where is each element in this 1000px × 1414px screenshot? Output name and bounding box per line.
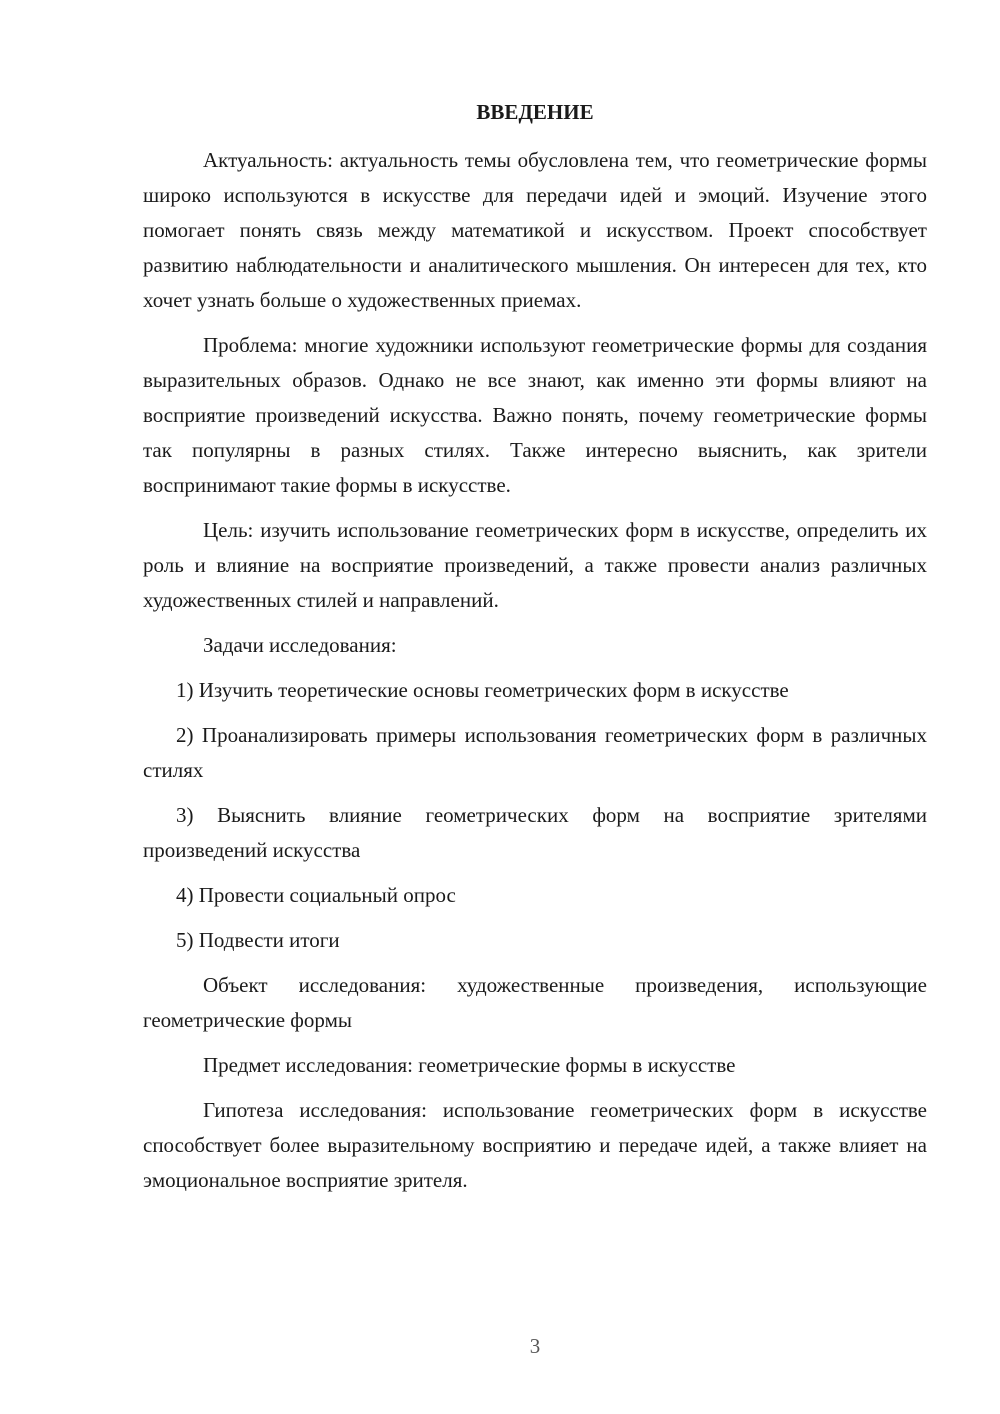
paragraph-subject: Предмет исследования: геометрические формы в искусстве (203, 1053, 736, 1077)
task-item-4: 4) Провести социальный опрос (176, 883, 456, 907)
task-item-5: 5) Подвести итоги (176, 928, 340, 952)
task-item-2: 2) Проанализировать примеры использования геометрических форм в различных стилях (143, 723, 927, 782)
task-item-3: 3) Выяснить влияние геометрических форм на восприятие зрителями произведений искусства (143, 803, 927, 862)
task-item-1: 1) Изучить теоретические основы геометрических форм в искусстве (176, 678, 789, 702)
page-number: 3 (529, 1334, 541, 1358)
page-title: ВВЕДЕНИЕ (476, 100, 594, 124)
paragraph-problem: Проблема: многие художники используют геометрические формы для создания выразительных образов. Однако не все знают, как именно эти формы влияют на восприятие произведений искусства. Важно понять, почему геометрические формы так популярны в разных стилях. Также интересно выяснить, как зрители воспринимают такие формы в искусстве. (143, 333, 927, 497)
paragraph-hypothesis: Гипотеза исследования: использование геометрических форм в искусстве способствует более выразительному восприятию и передаче идей, а также влияет на эмоциональное восприятие зрителя. (143, 1098, 927, 1192)
body-text (143, 143, 927, 1208)
paragraph-relevance: Актуальность: актуальность темы обусловлена тем, что геометрические формы широко используются в искусстве для передачи идей и эмоций. Изучение этого помогает понять связь между математикой и искусством. Проект способствует развитию наблюдательности и аналитического мышления. Он интересен для тех, кто хочет узнать больше о художественных приемах. (143, 148, 927, 312)
paragraph-goal: Цель: изучить использование геометрических форм в искусстве, определить их роль и влияние на восприятие произведений, а также провести анализ различных художественных стилей и направлений. (143, 518, 927, 612)
paragraph-object: Объект исследования: художественные произведения, использующие геометрические формы (143, 973, 927, 1032)
paragraph-tasks-title: Задачи исследования: (203, 633, 397, 657)
